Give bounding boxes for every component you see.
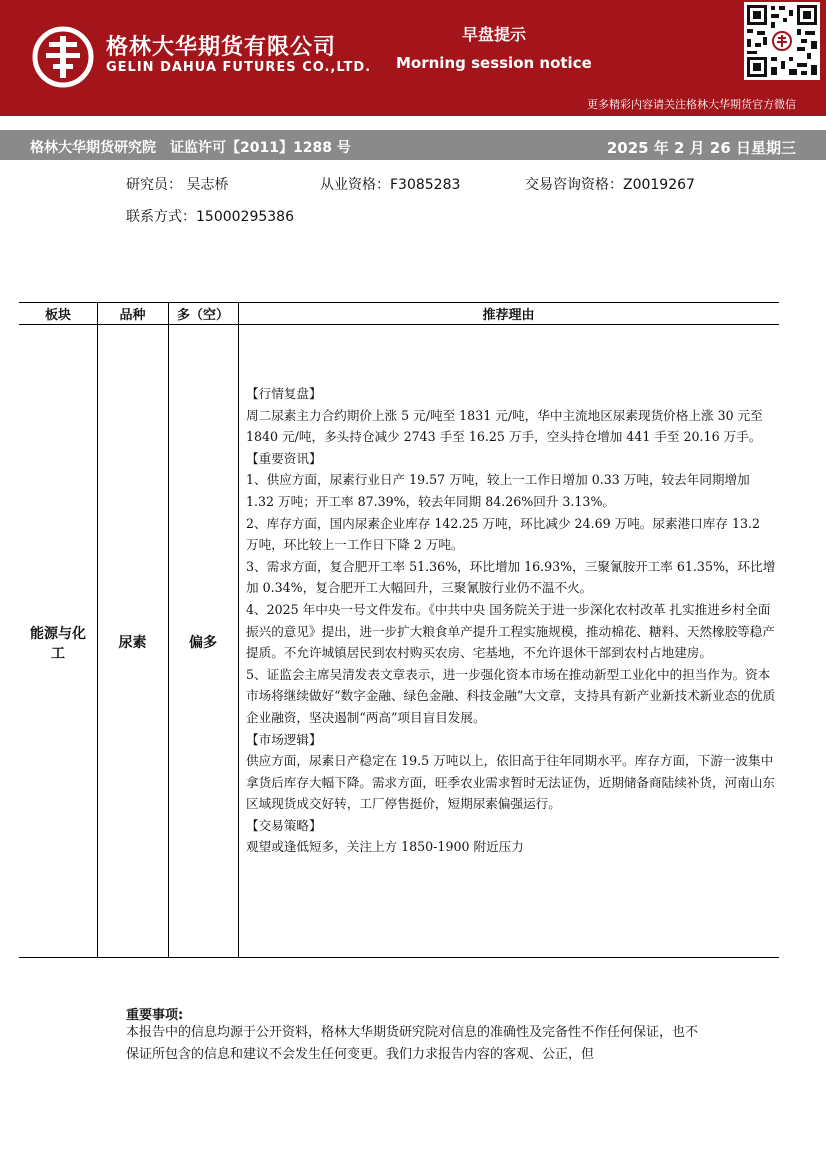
header-product: 品种 xyxy=(119,308,146,323)
table-col-divider xyxy=(168,302,169,957)
report-date: 2025 年 2 月 26 日星期三 xyxy=(606,139,796,157)
company-name-en: GELIN DAHUA FUTURES CO.,LTD. xyxy=(106,60,372,75)
notice-title-en: Morning session notice xyxy=(396,54,592,72)
subheader-band xyxy=(0,130,826,160)
wechat-qr-code xyxy=(744,2,820,80)
table-col-divider xyxy=(238,302,239,957)
cell-sector: 能源与化工 xyxy=(30,626,86,662)
institute-license: 格林大华期货研究院 证监许可【2011】1288 号 xyxy=(30,140,351,156)
reason-paragraph: 观望或逢低短多，关注上方 1850-1900 附近压力 xyxy=(246,839,524,855)
follow-wechat-text: 更多精彩内容请关注格林大华期货官方微信 xyxy=(587,98,796,111)
section-heading: 【行情复盘】 xyxy=(246,386,322,401)
table-col-divider xyxy=(97,302,98,957)
reason-paragraph: 1、供应方面，尿素行业日产 19.57 万吨，较上一工作日增加 0.33 万吨，较去年同期增加 1.32 万吨；开工率 87.39%，较去年同期 84.26%回升 3.13%。 xyxy=(246,472,750,509)
cell-reason xyxy=(246,383,776,858)
reason-paragraph: 4、2025 年中央一号文件发布。《中共中央 国务院关于进一步深化农村改革 扎实推进乡村全面振兴的意见》提出，进一步扩大粮食单产提升工程实施规模，推动棉花、糖料、天然橡胶等稳产提质。不允许城镇居民到农村购买农房、宅基地，不允许退休干部到农村占地建房。 xyxy=(246,601,775,661)
header-direction: 多（空） xyxy=(176,308,229,323)
reason-paragraph: 周二尿素主力合约期价上涨 5 元/吨至 1831 元/吨，华中主流地区尿素现货价格上涨 30 元至 1840 元/吨，多头持仓减少 2743 手至 16.25 万手，空头持仓增加 441 手至 20.16 万手。 xyxy=(246,407,763,445)
researcher-name: 研究员： 吴志桥 xyxy=(126,177,229,193)
table-header-border xyxy=(19,324,779,325)
section-heading: 【交易策略】 xyxy=(246,817,322,833)
notice-title-cn: 早盘提示 xyxy=(462,25,527,44)
cell-product: 尿素 xyxy=(118,635,147,651)
researcher-consult-qualification: 交易咨询资格：Z0019267 xyxy=(525,177,695,193)
header-reason: 推荐理由 xyxy=(482,308,535,323)
table-top-border xyxy=(19,302,779,303)
reason-paragraph: 供应方面，尿素日产稳定在 19.5 万吨以上，依旧高于往年同期水平。库存方面，下游一波集中拿货后库存大幅下降。需求方面，旺季农业需求暂时无法证伪，近期储备商陆续补货，河南山东区域现货成交好转，工厂停售挺价，短期尿素偏强运行。 xyxy=(246,753,775,812)
reason-paragraph: 5、证监会主席吴清发表文章表示，进一步强化资本市场在推动新型工业化中的担当作为。资本市场将继续做好“数字金融、绿色金融、科技金融”大文章，支持具有新产业新技术新业态的优质企业融资，坚决遏制“两高”项目盲目发展。 xyxy=(246,666,776,725)
cell-direction: 偏多 xyxy=(189,635,217,651)
company-logo-icon xyxy=(32,26,94,88)
researcher-contact: 联系方式：15000295386 xyxy=(126,209,294,225)
table-bottom-border xyxy=(19,957,779,958)
researcher-qualification: 从业资格：F3085283 xyxy=(320,177,461,193)
section-heading: 【重要资讯】 xyxy=(246,450,322,466)
reason-paragraph: 2、库存方面，国内尿素企业库存 142.25 万吨，环比减少 24.69 万吨。尿素港口库存 13.2 万吨，环比较上一工作日下降 2 万吨。 xyxy=(246,515,761,553)
header-sector: 板块 xyxy=(44,308,71,323)
section-heading: 【市场逻辑】 xyxy=(246,731,322,747)
company-name-cn: 格林大华期货有限公司 xyxy=(106,35,337,60)
header-band xyxy=(0,0,826,116)
notes-title: 重要事项: xyxy=(126,1008,184,1023)
reason-paragraph: 3、需求方面，复合肥开工率 51.36%，环比增加 16.93%，三聚氰胺开工率 61.35%，环比增加 0.34%，复合肥开工大幅回升，三聚氰胺行业仍不温不火。 xyxy=(246,558,776,596)
notes-body: 本报告中的信息均源于公开资料，格林大华期货研究院对信息的准确性及完备性不作任何保证，也不保证所包含的信息和建议不会发生任何变更。我们力求报告内容的客观、公正，但 xyxy=(126,1025,699,1062)
